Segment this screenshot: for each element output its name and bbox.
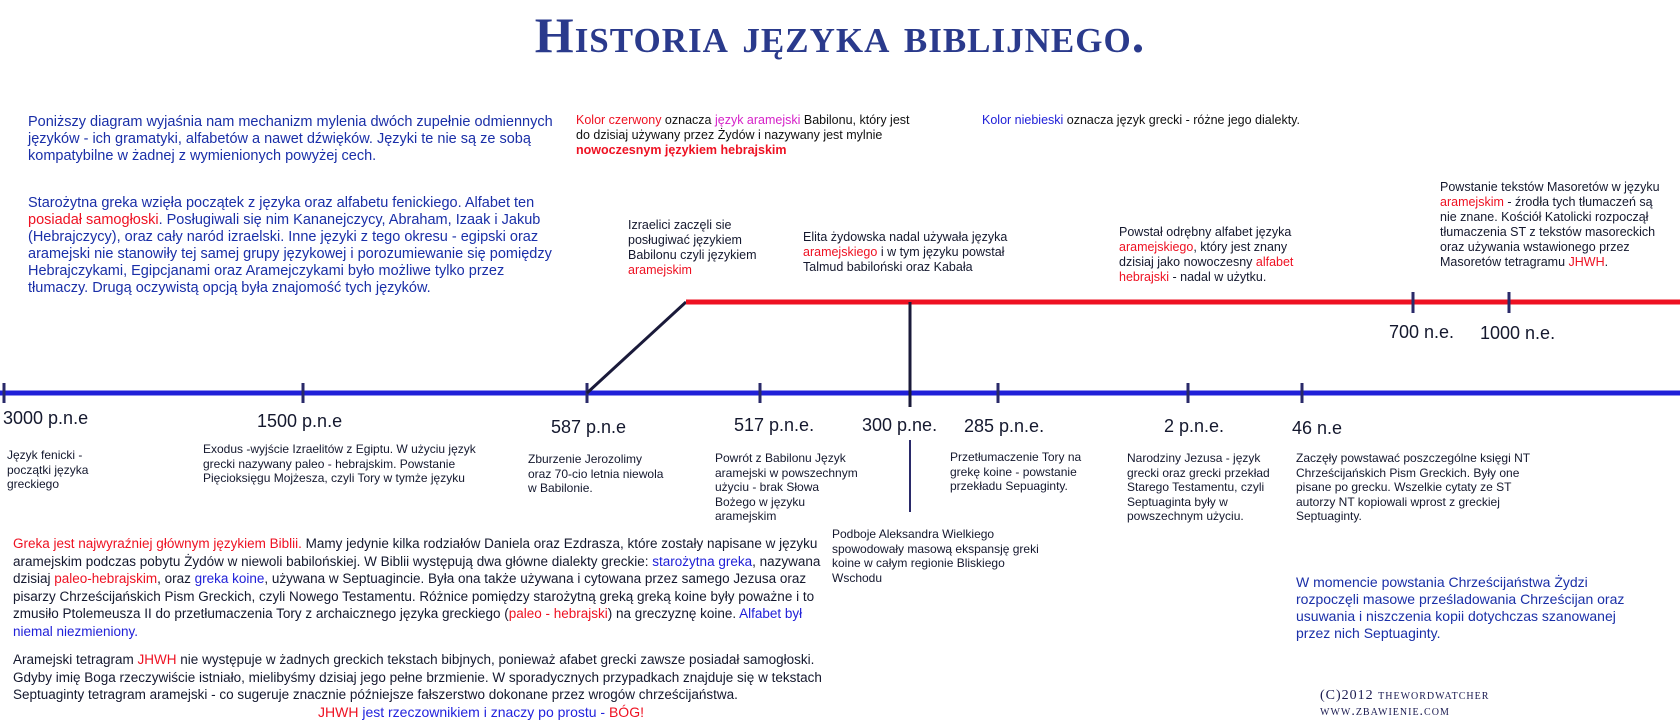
legend-blue: Kolor niebieski oznacza język grecki - różne jego dialekty. xyxy=(982,113,1300,127)
aramaic-branch-diagonal xyxy=(587,302,686,393)
desc-46-ce: Zaczęły powstawać poszczególne księgi NT Chrześcijańskich Pism Greckich. Były one pisane po grecku. Wszelkie cytaty ze ST autorzy NT kopiowali wprost z greckiej Septuaginty. xyxy=(1296,451,1530,523)
intro-paragraph-1: Poniższy diagram wyjaśnia nam mechanizm mylenia dwóch zupełnie odmiennych języków - ich gramatyki, alfabetów a nawet dźwięków. Języki te nie są ze sobą kompatybilne w żadnej z wymienionych powyżej cech. xyxy=(28,114,553,164)
date-1000-ce: 1000 n.e. xyxy=(1480,323,1556,343)
website-line: www.zbawienie.com xyxy=(1320,704,1450,719)
date-3000-bce: 3000 p.n.e xyxy=(3,408,89,428)
date-700-ce: 700 n.e. xyxy=(1389,322,1455,342)
desc-2-bce: Narodziny Jezusa - język grecki oraz grecki przekład Starego Testamentu, czyli Septuaginta były w powszechnym użyciu. xyxy=(1127,451,1270,523)
desc-587-bce: Zburzenie Jerozolimy oraz 70-cio letnia niewola w Babilonie. xyxy=(528,452,664,495)
tetragram-paragraph: Aramejski tetragram JHWH nie występuje w żadnych greckich tekstach bibjnych, ponieważ afabet grecki zawsze posiadał samogłoski. Gdyby imię Boga rzeczywiście istniało, mielibyśmy dzisiaj jego pełne brzmienie. W sporadycznych przypadkach znajduje się w tekstach Septuaginty tetragram aramejski - co sugeruje znacznie późniejsze fałszerstwo dokonane przez wrogów chrześcijaństwa. xyxy=(13,652,822,702)
jhwh-conclusion: JHWH jest rzeczownikiem i znaczy po prostu - BÓG! xyxy=(318,704,644,720)
intro-paragraph-2: Starożytna greka wzięła początek z języka oraz alfabetu fenickiego. Alfabet ten posiadał samogłoski. Posługiwali się nim Kananejczycy, Abraham, Izaak i Jakub (Hebrajczycy), oraz cały naród izraelski. Inne języki z tego okresu - egipski oraz aramejski nie stanowiły tej samej grupy językowej i porozumiewanie się pomiędzy Hebrajczykami, Egipcjanami oraz Aramejczykami było możliwe tylko przez tłumaczy. Drugą oczywistą opcją była znajomość tych języków. xyxy=(28,195,552,296)
date-285-bce: 285 p.n.e. xyxy=(964,416,1045,436)
date-587-bce: 587 p.n.e xyxy=(551,417,627,437)
note-christianity-persecution: W momencie powstania Chrześcijaństwa Żydzi rozpoczęli masowe prześladowania Chrześcijan oraz usuwania i niszczenia kopii dotychczas szanowanej przez nich Septuaginty. xyxy=(1296,574,1625,641)
date-300-bce: 300 p.ne. xyxy=(862,415,938,435)
greek-language-paragraph: Greka jest najwyraźniej głównym językiem Biblii. Mamy jedynie kilka rodziałów Daniela oraz Ezdrasza, które zostały napisane w języku aramejskim podczas pobytu Żydów w niewoli babilońskiej. W Biblii występują dwa główne dialekty greckie: starożytna greka, nazywana dzisiaj paleo-hebrajskim, oraz greka koine, używana w Septuagincie. Była ona także używana i cytowana przez samego Jezusa oraz pisarzy Chrześcijańskich Pism Greckich, czyli Nowego Testamentu. Różnice pomiędzy starożytną greką greką koine były poważne i to zmusiło Ptolemeusza II do przetłumaczenia Tory z archaicznego języka greckiego (paleo - hebrajski) na greczyznę koine. Alfabet był niemal niezmieniony. xyxy=(13,536,821,639)
desc-3000-bce: Język fenicki - początki języka greckiego xyxy=(7,448,89,491)
legend-red: Kolor czerwony oznacza język aramejski Babilonu, który jest do dzisiaj używany przez Żydów i nazywany jest mylnie nowoczesnym językiem hebrajskim xyxy=(576,113,910,157)
note-jewish-elite: Elita żydowska nadal używała języka aramejskiego i w tym języku powstał Talmud babiloński oraz Kabała xyxy=(803,230,1008,274)
note-hebrew-alphabet: Powstał odrębny alfabet języka aramejskiego, który jest znany dzisiaj jako nowoczesny alfabet hebrajski - nadal w użytku. xyxy=(1119,225,1294,284)
date-2-bce: 2 p.n.e. xyxy=(1164,416,1225,436)
note-israelites-aramaic: Izraelici zaczęli sie posługiwać językiem Babilonu czyli językiem aramejskim xyxy=(628,218,757,277)
desc-285-bce: Przetłumaczenie Tory na grekę koine - powstanie przekładu Sepuaginty. xyxy=(950,450,1082,493)
date-46-ce: 46 n.e xyxy=(1292,418,1343,438)
copyright-line: (C)2012 thewordwatcher xyxy=(1320,688,1490,703)
desc-300-bce: Podboje Aleksandra Wielkiego spowodowały masową ekspansję greki koine w całym regionie Bliskiego Wschodu xyxy=(832,527,1039,585)
desc-1500-bce: Exodus -wyjście Izraelitów z Egiptu. W użyciu język grecki nazywany paleo - hebrajskim. Powstanie Pięcioksięgu Mojżesza, czyli Tory w tymże języku xyxy=(203,442,476,485)
date-517-bce: 517 p.n.e. xyxy=(734,415,815,435)
note-masoretic-texts: Powstanie tekstów Masoretów w języku aramejskim - źrodła tych tłumaczeń są nie znane. Kościół Katolicki rozpoczął tłumaczenia ST z tekstów masoreckich oraz używania wstawionego przez Masoretów tetragramu JHWH. xyxy=(1440,180,1660,269)
page-title: Historia języka biblijnego. xyxy=(534,7,1146,63)
desc-517-bce: Powrót z Babilonu Język aramejski w powszechnym użyciu - brak Słowa Bożego w języku aramejskim xyxy=(715,451,858,523)
date-1500-bce: 1500 p.n.e xyxy=(257,411,343,431)
